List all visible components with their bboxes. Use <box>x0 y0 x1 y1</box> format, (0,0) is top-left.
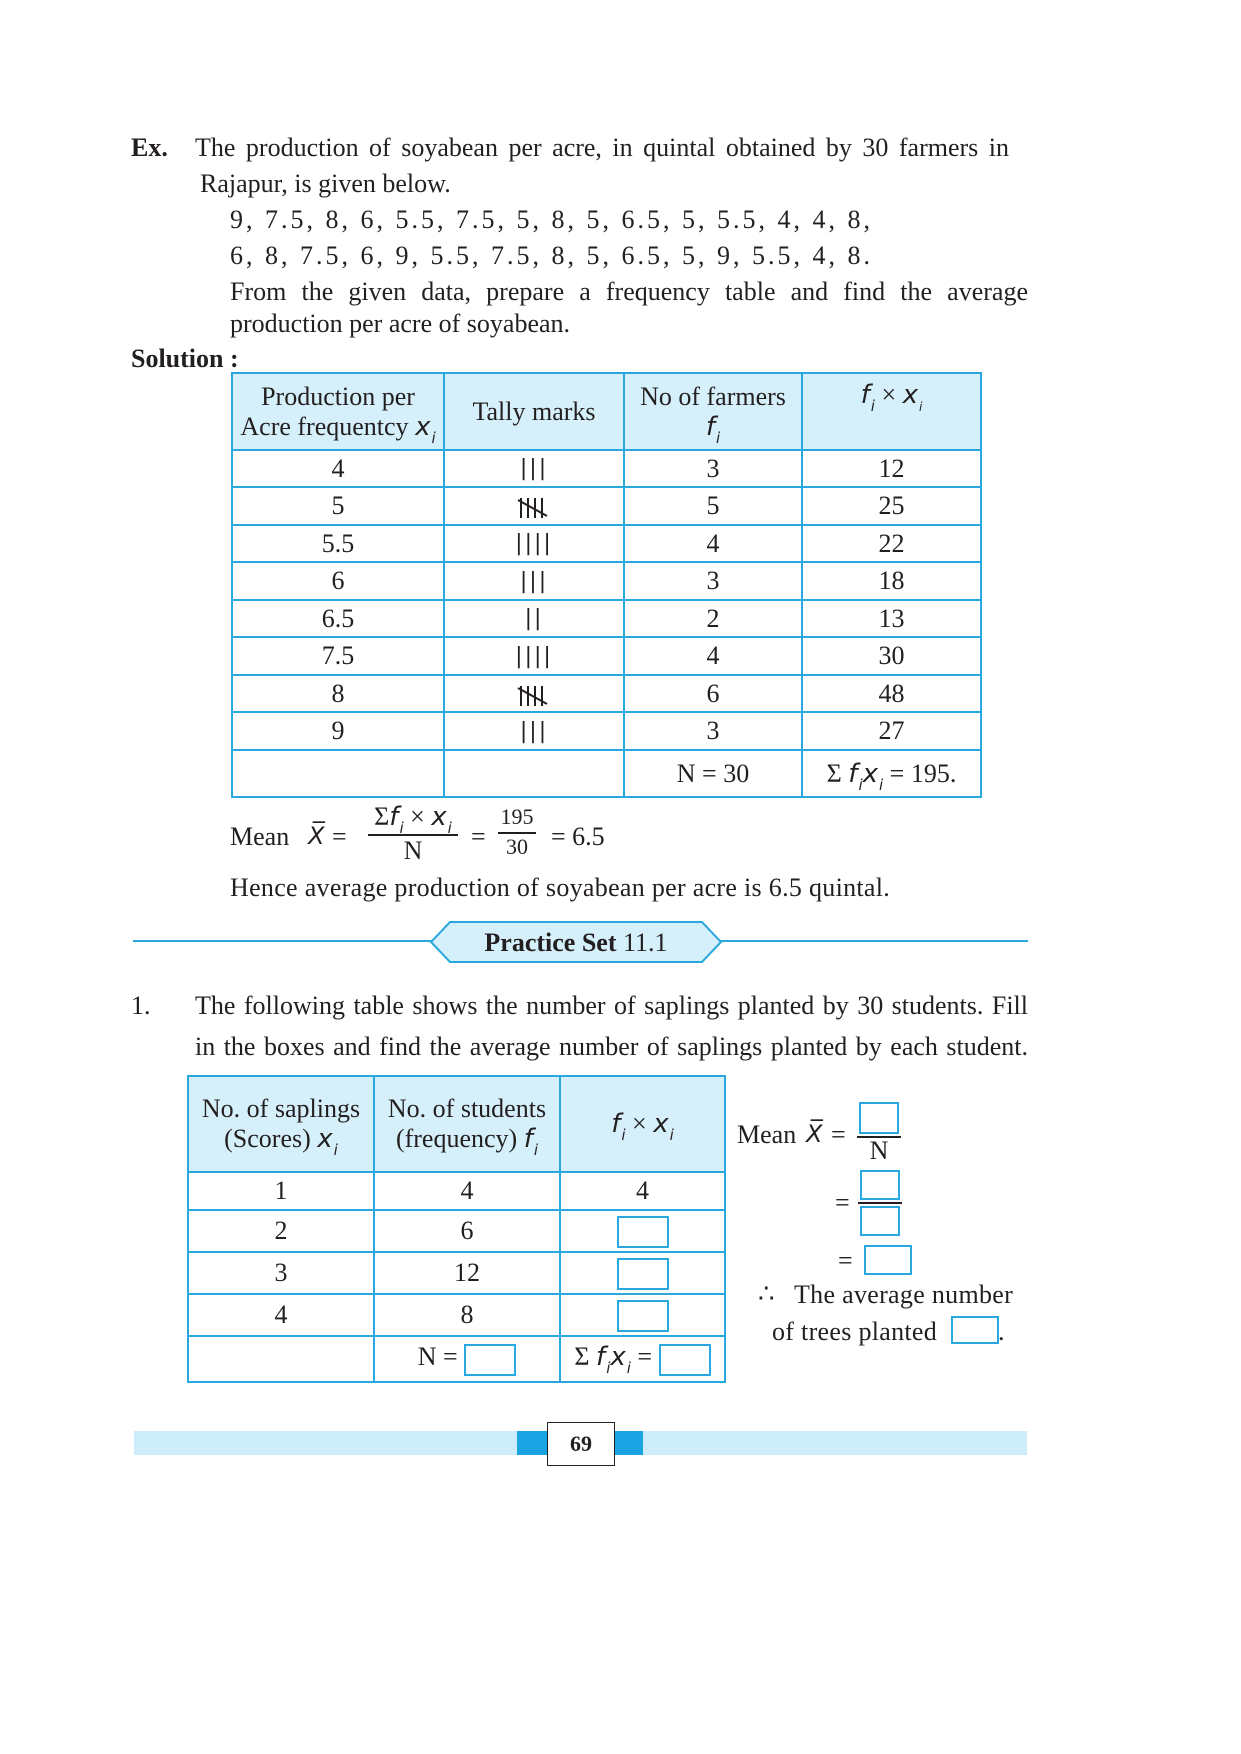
tally-five-icon <box>517 496 551 520</box>
cell-x: 5.5 <box>232 525 444 562</box>
frequency-table-header <box>232 373 981 450</box>
cell-fx: 4 <box>560 1172 725 1210</box>
cell-fx <box>560 1252 725 1294</box>
example-text-line1: The production of soyabean per acre, in quintal obtained by 30 farmers in <box>195 133 1009 162</box>
cell-x: 9 <box>232 712 444 750</box>
cell-fx: 12 <box>802 450 981 487</box>
table-row <box>188 1210 725 1252</box>
cell-fx <box>560 1210 725 1252</box>
cell-fx: 25 <box>802 487 981 525</box>
cell-tally: ||| <box>444 712 624 750</box>
side-mean-label: Mean <box>737 1120 797 1149</box>
cell-fx: 30 <box>802 637 981 675</box>
mean-fraction: $\Sigma f_i \times x_i$ N <box>368 802 458 866</box>
frequency-table <box>231 372 982 798</box>
question1-line1: The following table shows the number of saplings planted by 30 students. Fill <box>195 991 1028 1020</box>
practice-set-title: Practice Set 11.1 <box>484 928 668 957</box>
table-row <box>232 637 981 675</box>
mean-fraction-values: 195 30 <box>498 804 536 860</box>
table-row <box>188 1172 725 1210</box>
answer-box[interactable] <box>617 1300 669 1332</box>
header-farmers: No of farmers $f_i$ <box>624 373 802 450</box>
table-row <box>232 487 981 525</box>
cell-f: 2 <box>624 600 802 637</box>
header-fx: $f_i \times x_i$ <box>560 1076 725 1172</box>
period: . <box>998 1317 1005 1346</box>
side-fraction-1: N <box>857 1102 901 1164</box>
answer-box[interactable] <box>617 1258 669 1290</box>
side-fraction-2 <box>858 1170 902 1236</box>
average-text-line2: of trees planted <box>772 1317 938 1346</box>
table-row <box>232 525 981 562</box>
saplings-table <box>187 1075 726 1383</box>
average-answer-box[interactable] <box>951 1316 999 1344</box>
cell-x: 8 <box>232 675 444 712</box>
header-production: Production per Acre frequentcy $x_i$ <box>232 373 444 450</box>
cell-fx: 13 <box>802 600 981 637</box>
denominator-box[interactable] <box>860 1206 900 1236</box>
total-n: N = <box>374 1336 560 1382</box>
cell-x: 3 <box>188 1252 374 1294</box>
cell-x: 6.5 <box>232 600 444 637</box>
cell-tally: |||| <box>444 637 624 675</box>
question1-line2: in the boxes and find the average number of saplings planted by each student. <box>195 1032 1028 1061</box>
cell-f: 6 <box>624 675 802 712</box>
cell-f: 6 <box>374 1210 560 1252</box>
total-n: N = 30 <box>624 750 802 797</box>
cell-tally: || <box>444 600 624 637</box>
example-text-line2: Rajapur, is given below. <box>200 169 451 198</box>
data-values-line2: 6, 8, 7.5, 6, 9, 5.5, 7.5, 8, 5, 6.5, 5, 9, 5.5, 4, 8. <box>230 241 873 270</box>
cell-fx: 18 <box>802 562 981 600</box>
mean-result: = 6.5 <box>551 822 605 851</box>
mean-symbol: X̅ <box>308 822 325 850</box>
cell-tally: ||| <box>444 562 624 600</box>
table-row <box>232 675 981 712</box>
cell-f: 4 <box>624 637 802 675</box>
cell-f: 5 <box>624 487 802 525</box>
side-equals-2: = <box>835 1188 850 1217</box>
cell-x: 6 <box>232 562 444 600</box>
cell-tally: |||| <box>444 525 624 562</box>
cell-x: 5 <box>232 487 444 525</box>
n-answer-box[interactable] <box>464 1344 516 1376</box>
cell-fx: 48 <box>802 675 981 712</box>
mean-answer-box[interactable] <box>864 1245 912 1275</box>
cell-f: 12 <box>374 1252 560 1294</box>
cell-tally <box>444 675 624 712</box>
example-label: Ex. <box>131 133 168 162</box>
cell-f: 3 <box>624 562 802 600</box>
cell-tally: ||| <box>444 450 624 487</box>
table-row <box>232 712 981 750</box>
table-row <box>232 600 981 637</box>
tally-five-icon <box>517 684 551 708</box>
average-text-line1: The average number <box>794 1280 1014 1309</box>
cell-f: 8 <box>374 1294 560 1336</box>
table-row <box>232 450 981 487</box>
header-fx: $f_i \times x_i$ <box>802 373 981 450</box>
cell-x: 7.5 <box>232 637 444 675</box>
data-values-line1: 9, 7.5, 8, 6, 5.5, 7.5, 5, 8, 5, 6.5, 5, 5.5, 4, 4, 8, <box>230 205 873 234</box>
side-equals-3: = <box>838 1246 853 1275</box>
table-row <box>232 562 981 600</box>
saplings-table-header <box>188 1076 725 1172</box>
cell-x: 4 <box>232 450 444 487</box>
solution-label: Solution : <box>131 344 239 373</box>
header-tally: Tally marks <box>444 373 624 450</box>
table-row <box>188 1294 725 1336</box>
side-equals-1: = <box>831 1120 846 1149</box>
table-row <box>188 1252 725 1294</box>
mean-label: Mean <box>230 822 290 851</box>
cell-fx: 22 <box>802 525 981 562</box>
cell-fx: 27 <box>802 712 981 750</box>
cell-tally <box>444 487 624 525</box>
mean-equals: = <box>332 822 347 851</box>
header-saplings: No. of saplings (Scores) $x_i$ <box>188 1076 374 1172</box>
cell-x: 1 <box>188 1172 374 1210</box>
conclusion: Hence average production of soyabean per acre is 6.5 quintal. <box>230 873 891 902</box>
numerator-box[interactable] <box>859 1102 899 1134</box>
cell-f: 3 <box>624 450 802 487</box>
side-mean-symbol: X̅ <box>806 1120 823 1148</box>
cell-x: 2 <box>188 1210 374 1252</box>
header-students: No. of students (frequency) $f_i$ <box>374 1076 560 1172</box>
table-total-row <box>232 750 981 797</box>
total-sum: Σ $f_ix_i = 195$. <box>802 750 981 797</box>
cell-f: 4 <box>624 525 802 562</box>
therefore-symbol: ∴ <box>758 1279 775 1308</box>
cell-f: 3 <box>624 712 802 750</box>
cell-f: 4 <box>374 1172 560 1210</box>
cell-x: 4 <box>188 1294 374 1336</box>
cell-fx <box>560 1294 725 1336</box>
question-number: 1. <box>131 991 151 1020</box>
mean-equals-2: = <box>471 822 486 851</box>
question-line1: From the given data, prepare a frequency table and find the average <box>230 277 1028 306</box>
table-total-row <box>188 1336 725 1382</box>
total-sum: Σ $f_ix_i$ = <box>560 1336 725 1382</box>
question-line2: production per acre of soyabean. <box>230 309 571 338</box>
answer-box[interactable] <box>617 1216 669 1248</box>
page-number: 69 <box>547 1422 615 1466</box>
numerator-box[interactable] <box>860 1170 900 1200</box>
sum-answer-box[interactable] <box>659 1344 711 1376</box>
